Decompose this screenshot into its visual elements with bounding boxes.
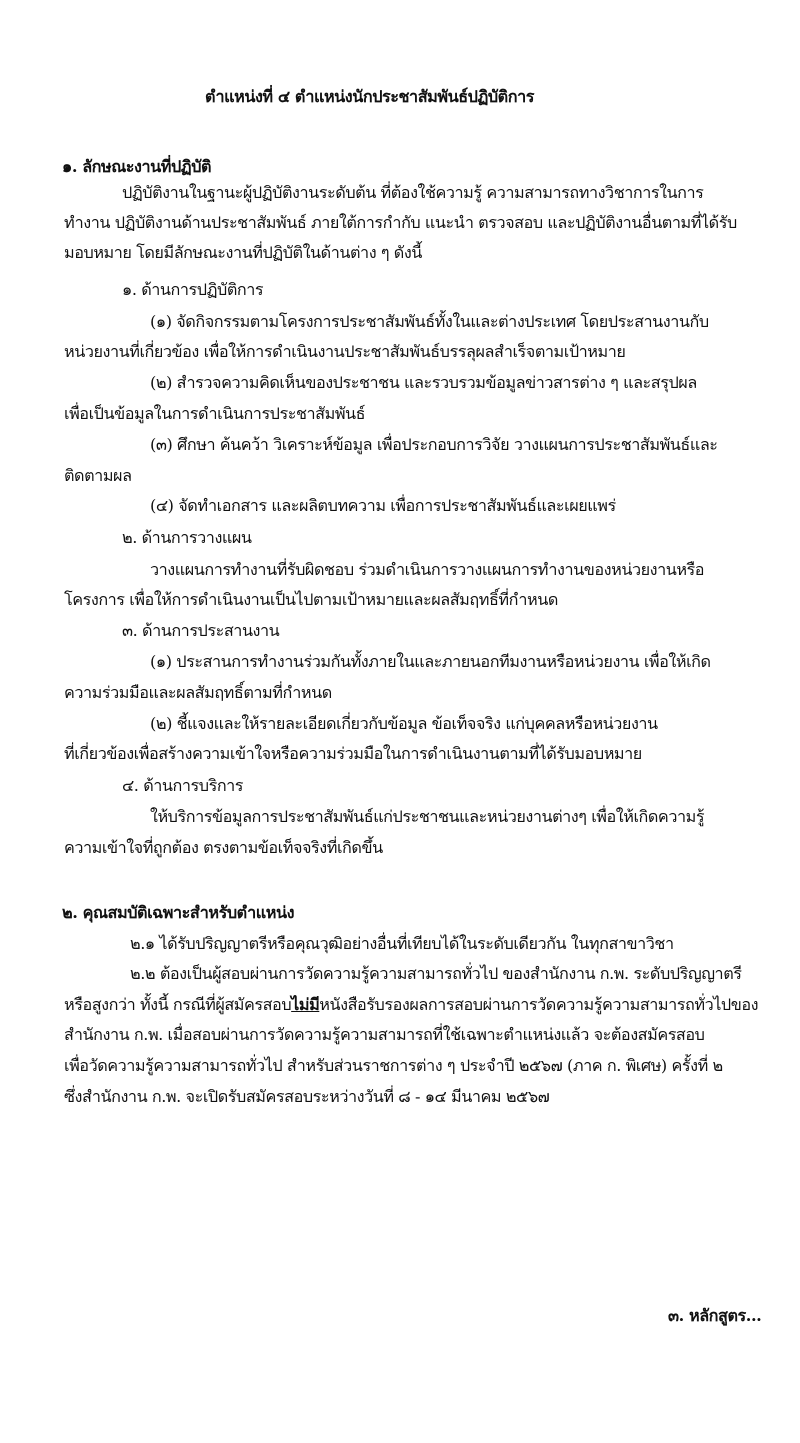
section-1-intro-line: ปฏิบัติงานในฐานะผู้ปฏิบัติงานระดับต้น ที่ต้องใช้ความรู้ ความสามารถทางวิชาการในการ — [122, 183, 704, 202]
qualification-line: ซึ่งสำนักงาน ก.พ. จะเปิดรับสมัครสอบระหว่างวันที่ ๘ - ๑๔ มีนาคม ๒๕๖๗ — [64, 1087, 550, 1106]
section-1-heading: ๑. ลักษณะงานที่ปฏิบัติ — [62, 157, 212, 176]
subsection-line: (๒) ชี้แจงและให้รายละเอียดเกี่ยวกับข้อมูล ข้อเท็จจริง แก่บุคคลหรือหน่วยงาน — [150, 714, 658, 733]
subsection-line: ติดตามผล — [64, 466, 132, 485]
subsection-line: (๓) ศึกษา ค้นคว้า วิเคราะห์ข้อมูล เพื่อประกอบการวิจัย วางแผนการประชาสัมพันธ์และ — [150, 435, 718, 454]
subsection-line: (๑) จัดกิจกรรมตามโครงการประชาสัมพันธ์ทั้งในและต่างประเทศ โดยประสานงานกับ — [150, 312, 709, 331]
section-1-intro-line: มอบหมาย โดยมีลักษณะงานที่ปฏิบัติในด้านต่าง ๆ ดังนี้ — [64, 243, 422, 262]
subsection-line: วางแผนการทำงานที่รับผิดชอบ ร่วมดำเนินการวางแผนการทำงานของหน่วยงานหรือ — [150, 560, 705, 579]
continuation-note: ๓. หลักสูตร... — [668, 1306, 762, 1325]
subsection-line: ที่เกี่ยวข้องเพื่อสร้างความเข้าใจหรือความร่วมมือในการดำเนินงานตามที่ได้รับมอบหมาย — [64, 744, 642, 763]
qualification-line — [64, 994, 758, 1016]
subsection-line: (๑) ประสานการทำงานร่วมกันทั้งภายในและภายนอกทีมงานหรือหน่วยงาน เพื่อให้เกิด — [150, 652, 711, 671]
subsection-line: โครงการ เพื่อให้การดำเนินงานเป็นไปตามเป้าหมายและผลสัมฤทธิ์ที่กำหนด — [64, 590, 558, 609]
document-title: ตำแหน่งที่ ๔ ตำแหน่งนักประชาสัมพันธ์ปฏิบัติการ — [205, 87, 534, 106]
subsection-line: ให้บริการข้อมูลการประชาสัมพันธ์แก่ประชาชนและหน่วยงานต่างๆ เพื่อให้เกิดความรู้ — [150, 807, 705, 826]
qualification-line: เพื่อวัดความรู้ความสามารถทั่วไป สำหรับส่วนราชการต่าง ๆ ประจำปี ๒๕๖๗ (ภาค ก. พิเศษ) ครั้งที่ ๒ — [64, 1056, 723, 1075]
subsection-line: ความร่วมมือและผลสัมฤทธิ์ตามที่กำหนด — [64, 683, 332, 702]
qualification-text: หรือสูงกว่า ทั้งนี้ กรณีที่ผู้สมัครสอบ — [64, 995, 292, 1014]
subsection-line: (๔) จัดทำเอกสาร และผลิตบทความ เพื่อการประชาสัมพันธ์และเผยแพร่ — [150, 496, 616, 515]
qualification-line: ๒.๑ ได้รับปริญญาตรีหรือคุณวุฒิอย่างอื่นที่เทียบได้ในระดับเดียวกัน ในทุกสาขาวิชา — [130, 934, 674, 953]
subsection-heading: ๒. ด้านการวางแผน — [122, 528, 252, 547]
qualification-line: ๒.๒ ต้องเป็นผู้สอบผ่านการวัดความรู้ความสามารถทั่วไป ของสำนักงาน ก.พ. ระดับปริญญาตรี — [130, 964, 742, 983]
subsection-heading: ๔. ด้านการบริการ — [122, 776, 244, 795]
underlined-emphasis: ไม่มี — [291, 995, 320, 1014]
section-1-intro-line: ทำงาน ปฏิบัติงานด้านประชาสัมพันธ์ ภายใต้การกำกับ แนะนำ ตรวจสอบ และปฏิบัติงานอื่นตามที่ได้รับ — [64, 213, 737, 232]
subsection-line: ความเข้าใจที่ถูกต้อง ตรงตามข้อเท็จจริงที่เกิดขึ้น — [64, 838, 383, 857]
subsection-line: หน่วยงานที่เกี่ยวข้อง เพื่อให้การดำเนินงานประชาสัมพันธ์บรรลุผลสำเร็จตามเป้าหมาย — [64, 342, 626, 361]
subsection-line: เพื่อเป็นข้อมูลในการดำเนินการประชาสัมพันธ์ — [64, 404, 366, 423]
qualification-line: สำนักงาน ก.พ. เมื่อสอบผ่านการวัดความรู้ความสามารถที่ใช้เฉพาะตำแหน่งแล้ว จะต้องสมัครสอบ — [64, 1025, 705, 1044]
subsection-line: (๒) สำรวจความคิดเห็นของประชาชน และรวบรวมข้อมูลข่าวสารต่าง ๆ และสรุปผล — [150, 373, 697, 392]
qualification-text: หนังสือรับรองผลการสอบผ่านการวัดความรู้ความสามารถทั่วไปของ — [319, 995, 759, 1014]
subsection-heading: ๓. ด้านการประสานงาน — [122, 621, 280, 640]
section-2-heading: ๒. คุณสมบัติเฉพาะสำหรับตำแหน่ง — [62, 903, 295, 922]
subsection-heading: ๑. ด้านการปฏิบัติการ — [122, 280, 264, 299]
